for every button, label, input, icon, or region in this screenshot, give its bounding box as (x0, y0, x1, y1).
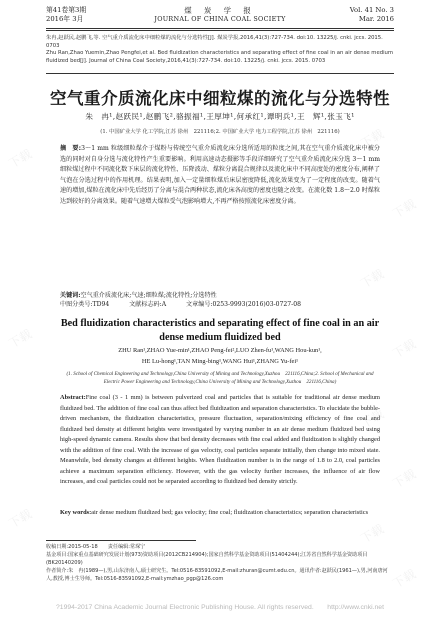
affiliations-cn: (1. 中国矿业大学 化工学院,江苏 徐州 221116;2. 中国矿业大学 电力工程学院,江苏 徐州 221116) (100, 129, 340, 135)
header-right (350, 6, 394, 24)
issue-cn: 第41卷第3期 (46, 6, 87, 14)
footnote-fund: 基金项目:国家重点基础研究发展计划(973)资助项目(2012CB214904);国家自然科学基金资助项目(51404244);江苏省自然科学基金资助项目(BK20140209) (46, 552, 368, 567)
keywords-cn-label: 关键词: (60, 292, 81, 299)
date-cn: 2016年 3月 (46, 15, 84, 23)
abstract-cn (60, 144, 380, 208)
keywords-cn (60, 291, 380, 300)
header-rule-bottom (46, 30, 394, 31)
watermark-text: 下载 (390, 566, 419, 591)
watermark-text: 下载 (358, 406, 387, 431)
abstract-cn-text: 3～1 mm 粒级细粒煤介于煤粉与传统空气重介质流化床分选所适用的粒度之间,其在空气重介质流化床中被分选的同时对自身分选与流化特性产生重要影响。利用高速动态摄影等手段详细研究了空气重介质流化床分选 3～1 mm 细粒煤过程中不同流化数下床层的流化特性、压降波动、煤粒分离混合规律以及流化床中不同高度处的密度分布,阐释了气泡在分选过程中的作用机理。结果表明,加入一定量细粒煤后床层密度降低,流化效果变为了一定程度的改变。随着气速的增加,煤粒在流化床中先后经历了分离与混合两种状态,流化床各高度的密度也随之改变。在流化数 1.8～2.0 时煤粒达到较好的分离效果。随着气速增大煤粒受气泡影响增大,不再严格按照流化床密度分离。 (60, 145, 381, 205)
keywords-cn-text: 空气重介质流化床;气速;细粒煤;流化特性;分选特性 (80, 292, 217, 299)
keywords-en-text: air dense medium fluidized bed; gas velocity; fine coal; fluidization characteristics; separation characteristics (91, 509, 369, 516)
watermark-text: 下载 (358, 266, 387, 291)
watermark-text: 下载 (358, 126, 387, 151)
running-header (46, 6, 394, 28)
watermark-text: 下载 (6, 506, 35, 531)
paper-title-cn: 空气重介质流化床中细粒煤的流化与分选特性 (50, 89, 390, 108)
footnote-author: 作者简介:朱 冉(1989—),男,山东济南人,硕士研究生。Tel:0516-83591092,E-mail:zhuran@cumt.edu.cn。通讯作者:赵跃民(1961—),男,河南唐河人,教授,博士生导师。Tel:0516-83591092,E-mail:ymzhao_pgp@126.com (46, 568, 388, 583)
keywords-en-label: Key words: (60, 509, 92, 516)
classification-cn (60, 300, 380, 309)
abstract-en (60, 393, 380, 488)
watermark-text: 下载 (6, 146, 35, 171)
citation-rule (46, 73, 394, 74)
authors-en-line1: ZHU Ran¹,ZHAO Yue-min¹,ZHAO Peng-fei²,LUO Zhen-fu¹,WANG Hou-kun¹, (118, 347, 322, 354)
watermark-text: 下载 (390, 196, 419, 221)
header-rule-top (46, 28, 394, 29)
paper-title-en: Bed fluidization characteristics and separating effect of fine coal in an air dense medium fluidized bed (60, 318, 380, 343)
affiliations-en: (1. School of Chemical Engineering and Technology,China University of Mining and Technology,Xuzhou 221116,China;2. School of Mechanical and Electric Power Engineering and Technology,China University of Mining and Technology,Xuzhou 221116,China) (66, 371, 374, 386)
citation-block (46, 35, 394, 65)
footnotes (46, 543, 394, 583)
footnote-rule (46, 540, 196, 541)
citation-cn: 朱冉,赵跃民,赵鹏飞,等. 空气重介质流化床中细粒煤的流化与分选特性[J]. 煤炭学报,2016,41(3):727-734. doi:10. 13225/j. cnki. jccs. 2015. 0703 (46, 35, 383, 49)
abstract-cn-label: 摘 要: (60, 145, 82, 152)
watermark-text: 下载 (390, 336, 419, 361)
watermark-text: 下载 (358, 521, 387, 546)
watermark-text: 下载 (6, 326, 35, 351)
article-number: 文章编号:0253-9993(2016)03-0727-08 (186, 301, 301, 308)
volume-number: Vol. 41 No. 3 (349, 6, 394, 14)
clc-number: 中图分类号:TD94 (60, 301, 110, 308)
citation-en: Zhu Ran,Zhao Yuemin,Zhao Pengfei,et al. Bed fluidization characteristics and separating effect of fine coal in an air dense medium fluidized bed[J]. Journal of China Coal Society,2016,41(3):727-734. doi:10. 13225/j. cnki. jccs. 2015. 0703 (46, 50, 394, 64)
header-center (46, 6, 394, 24)
keywords-en (60, 508, 380, 518)
abstract-en-text: Fine coal (3 - 1 mm) is between pulverized coal and particles that is suitable for traditional air dense medium fluidized bed. The addition of fine coal can thus affect bed fluidization and separation characteristics. To elucidate the bubble-driven mechanism, the fluidization characteristics, pressure fluctuation, separation/mixing efficiency of fine coal and fluidized bed density at different heights were investigated by varying number in an air dense medium fluidized bed using high-speed dynamic camera. Results show that bed density decreases with fine coal added and fluidization is slightly changed with the addition of fine coal. With the increase of gas velocity, coal particles separate initially, then change into mixed state. Meanwhile, bed density changes at different heights. When fluidization number is in the range of 1.8 to 2.0, coal particles achieve a maximum separation efficiency. However, with the gas velocity further increases, the influence of air flow increases, and coal particles could not be separated according to fluidized bed density strictly. (60, 394, 380, 486)
journal-name-cn: 煤 炭 学 报 (184, 6, 256, 15)
journal-name-en: JOURNAL OF CHINA COAL SOCIETY (154, 15, 286, 23)
footnote-received: 收稿日期:2015-05-18 责任编辑:常琛宁 (46, 544, 146, 550)
document-code: 文献标志码:A (129, 301, 167, 308)
authors-en (60, 346, 380, 367)
authors-en-line2: HE Lu-hong¹,TAN Ming-bing¹,WANG Hui¹,ZHANG Yu-fei¹ (141, 357, 299, 365)
authors-cn: 朱 冉¹,赵跃民¹,赵鹏飞²,骆振福¹,王厚坤¹,何承红¹,谭明兵¹,王 辉¹,张玉飞¹ (85, 112, 355, 121)
date-en: Mar. 2016 (358, 15, 394, 23)
copyright-notice: ?1994-2017 China Academic Journal Electronic Publishing House. All rights reserved. http://www.cnki.net (56, 604, 384, 611)
abstract-en-label: Abstract: (60, 394, 86, 401)
watermark-text: 下载 (390, 466, 419, 491)
